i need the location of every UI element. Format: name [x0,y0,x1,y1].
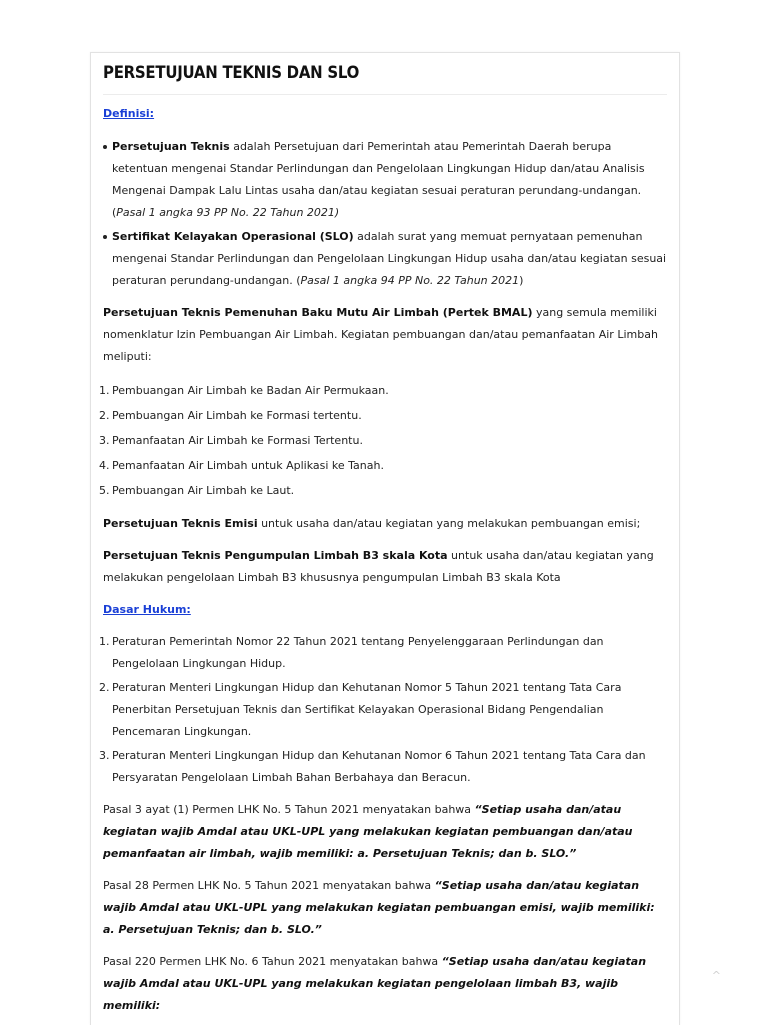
emisi-text: untuk usaha dan/atau kegiatan yang melakukan pembuangan emisi; [257,517,641,530]
scroll-to-top-icon[interactable]: ^ [711,969,721,982]
bmal-text: yang semula memiliki nomenklatur Izin Pembuangan Air Limbah. Kegiatan pembuangan dan/atau pemanfaatan Air Limbah meliputi: [103,306,658,363]
emisi-term: Persetujuan Teknis Emisi [103,517,258,530]
list-item: 1. Peraturan Pemerintah Nomor 22 Tahun 2021 tentang Penyelenggaraan Perlindungan dan Pengelolaan Lingkungan Hidup. [99,635,604,670]
title-divider [103,94,667,95]
b3-paragraph [103,545,667,589]
b3-term: Persetujuan Teknis Pengumpulan Limbah B3 skala Kota [103,549,448,562]
quote-text: Setiap usaha dan/atau kegiatan wajib Amdal atau UKL-UPL yang melakukan kegiatan pengelolaan limbah B3, wajib memiliki: [103,955,647,1012]
dasar-hukum-list [99,631,667,789]
list-item [103,136,667,224]
article-card [90,52,680,1025]
list-item-text: Peraturan Menteri Lingkungan Hidup dan Kehutanan Nomor 5 Tahun 2021 tentang Tata Cara Penerbitan Persetujuan Teknis dan Sertifikat Kelayakan Operasional Bidang Pengendalian Pencemaran Lingkungan. [112,681,622,738]
list-item-text: Peraturan Pemerintah Nomor 22 Tahun 2021 tentang Penyelenggaraan Perlindungan dan Pengelolaan Lingkungan Hidup. [112,635,604,670]
quote-text: Setiap usaha dan/atau kegiatan wajib Amdal atau UKL-UPL yang melakukan kegiatan pembuangan dan/atau pemanfaatan air limbah, wajib memiliki: a. Persetujuan Teknis; dan b. SLO. [103,803,633,860]
list-item: 3. Pemanfaatan Air Limbah ke Formasi Tertentu. [99,434,363,447]
bmal-paragraph [103,302,667,368]
quote-intro: Pasal 220 Permen LHK No. 6 Tahun 2021 menyatakan bahwa [103,955,442,968]
definition-text: adalah surat yang memuat pernyataan pemenuhan mengenai Standar Perlindungan dan Pengelolaan Lingkungan Hidup usaha dan/atau kegiatan sesuai peraturan perundang-undangan. ( [112,230,667,287]
quote-paragraph: Pasal 28 Permen LHK No. 5 Tahun 2021 menyatakan bahwa “Setiap usaha dan/atau kegiatan wajib Amdal atau UKL-UPL yang melakukan kegiatan pembuangan emisi, wajib memiliki: a. Persetujuan Teknis; dan b. SLO.” [103,879,655,936]
list-item-text: Pemanfaatan Air Limbah ke Formasi Tertentu. [112,434,363,447]
list-item-text: Pembuangan Air Limbah ke Formasi tertentu. [112,409,362,422]
list-item: 2. Pembuangan Air Limbah ke Formasi tertentu. [99,409,362,422]
list-item-text: Pembuangan Air Limbah ke Laut. [112,484,295,497]
definisi-link[interactable]: Definisi: [103,107,155,120]
b3-text: untuk usaha dan/atau kegiatan yang melakukan pengelolaan Limbah B3 khususnya pengumpulan Limbah B3 skala Kota [103,549,654,584]
quote-intro: Pasal 3 ayat (1) Permen LHK No. 5 Tahun 2021 menyatakan bahwa [103,803,475,816]
quote-intro: Pasal 28 Permen LHK No. 5 Tahun 2021 menyatakan bahwa [103,879,435,892]
list-item: 4. Pemanfaatan Air Limbah untuk Aplikasi ke Tanah. [99,459,384,472]
definition-text: adalah Persetujuan dari Pemerintah atau Pemerintah Daerah berupa ketentuan mengenai Standar Perlindungan dan Pengelolaan Lingkungan Hidup dan/atau Analisis Mengenai Dampak Lalu Lintas usaha dan/atau kegiatan sesuai peraturan perundang-undangan. ( [112,140,645,219]
quote-text: Setiap usaha dan/atau kegiatan wajib Amdal atau UKL-UPL yang melakukan kegiatan pembuangan emisi, wajib memiliki: a. Persetujuan Teknis; dan b. SLO. [103,879,655,936]
list-item: 2. Peraturan Menteri Lingkungan Hidup dan Kehutanan Nomor 5 Tahun 2021 tentang Tata Cara Penerbitan Persetujuan Teknis dan Sertifikat Kelayakan Operasional Bidang Pengendalian Pencemaran Lingkungan. [99,681,622,738]
list-item-text: Peraturan Menteri Lingkungan Hidup dan Kehutanan Nomor 6 Tahun 2021 tentang Tata Cara dan Persyaratan Pengelolaan Limbah Bahan Berbahaya dan Beracun. [112,749,646,784]
legal-reference: Pasal 1 angka 94 PP No. 22 Tahun 2021 [300,274,520,287]
dasar-hukum-link[interactable]: Dasar Hukum: [103,603,191,616]
list-item: 5. Pembuangan Air Limbah ke Laut. [99,484,295,497]
emisi-paragraph [103,513,667,535]
definisi-list [103,136,667,292]
page-title: PERSETUJUAN TEKNIS DAN SLO [103,63,360,83]
legal-reference: Pasal 1 angka 93 PP No. 22 Tahun 2021) [116,206,340,219]
term: Sertifikat Kelayakan Operasional (SLO) [112,230,354,243]
list-item: 3. Peraturan Menteri Lingkungan Hidup dan Kehutanan Nomor 6 Tahun 2021 tentang Tata Cara dan Persyaratan Pengelolaan Limbah Bahan Berbahaya dan Beracun. [99,749,646,784]
list-item-text: Pemanfaatan Air Limbah untuk Aplikasi ke Tanah. [112,459,384,472]
term: Persetujuan Teknis [112,140,230,153]
quote-paragraph: Pasal 3 ayat (1) Permen LHK No. 5 Tahun 2021 menyatakan bahwa “Setiap usaha dan/atau kegiatan wajib Amdal atau UKL-UPL yang melakukan kegiatan pembuangan dan/atau pemanfaatan air limbah, wajib memiliki: a. Persetujuan Teknis; dan b. SLO.” [103,803,633,860]
quote-paragraph: Pasal 220 Permen LHK No. 6 Tahun 2021 menyatakan bahwa “Setiap usaha dan/atau kegiatan wajib Amdal atau UKL-UPL yang melakukan kegiatan pengelolaan limbah B3, wajib memiliki: [103,955,647,1012]
bmal-term: Persetujuan Teknis Pemenuhan Baku Mutu Air Limbah (Pertek BMAL) [103,306,533,319]
article-body [99,101,667,1017]
list-item: 1. Pembuangan Air Limbah ke Badan Air Permukaan. [99,384,389,397]
ref-tail: ) [519,274,524,287]
bmal-list [99,378,667,503]
list-item-text: Pembuangan Air Limbah ke Badan Air Permukaan. [112,384,389,397]
list-item [103,226,667,292]
